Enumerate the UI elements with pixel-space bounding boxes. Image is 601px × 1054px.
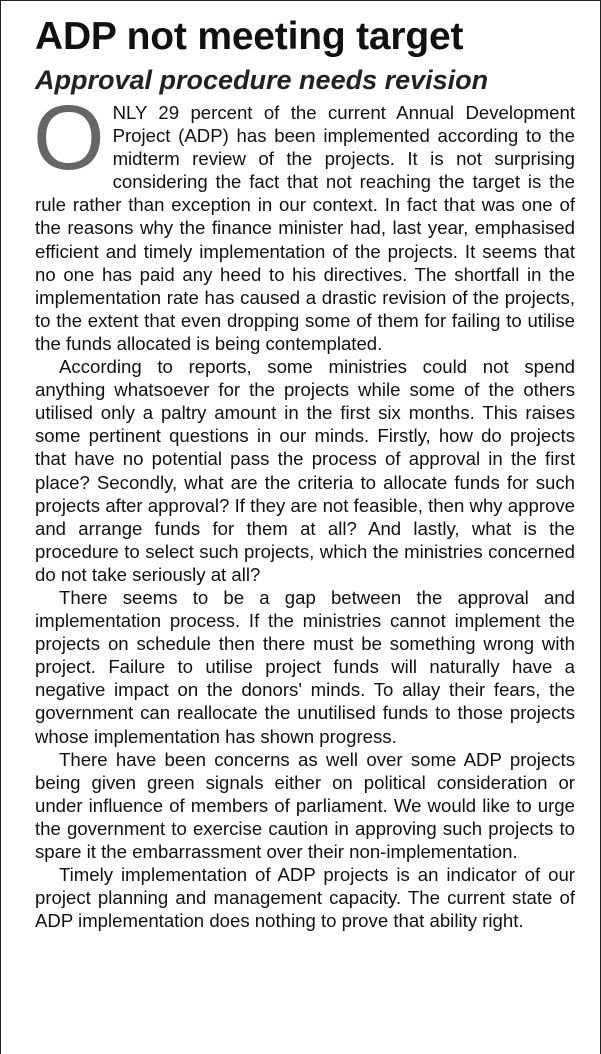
- paragraph-1-text: NLY 29 percent of the current Annual Development Project (ADP) has been implemented according to the midterm review of the projects. It is not surprising considering the fact that not reaching the target is the rule rather than exception in our context. In fact that was one of the reasons why the finance minister had, last year, emphasised efficient and timely implementation of the projects. It seems that no one has paid any heed to his directives. The shortfall in the implementation rate has caused a drastic revision of the projects, to the extent that even dropping some of them for failing to utilise the funds allocated is being contemplated.: [35, 102, 575, 354]
- headline: ADP not meeting target: [35, 15, 464, 58]
- drop-cap: O: [33, 87, 105, 189]
- paragraph-5: Timely implementation of ADP projects is an indicator of our project planning and management capacity. The current state of ADP implementation does nothing to prove that ability right.: [35, 864, 575, 932]
- subheadline: Approval procedure needs revision: [35, 65, 489, 95]
- paragraph-3: There seems to be a gap between the approval and implementation process. If the ministries cannot implement the projects on schedule then there must be something wrong with project. Failure to utilise project funds will naturally have a negative impact on the donors' minds. To allay their fears, the government can reallocate the unutilised funds to those projects whose implementation has shown progress.: [35, 586, 575, 747]
- paragraph-4: There have been concerns as well over some ADP projects being given green signals either on political consideration or under influence of members of parliament. We would like to urge the government to exercise caution in approving such projects to spare it the embarrassment over their non-implementation.: [35, 748, 575, 862]
- article-body: [33, 87, 575, 932]
- paragraph-2: According to reports, some ministries could not spend anything whatsoever for the projects while some of the others utilised only a paltry amount in the first six months. This raises some pertinent questions in our minds. Firstly, how do projects that have no potential pass the process of approval in the first place? Secondly, what are the criteria to allocate funds for such projects after approval? If they are not feasible, then why approve and arrange funds for them at all? And lastly, what is the procedure to select such projects, which the ministries concerned do not take seriously at all?: [35, 356, 575, 585]
- paragraph-1: [33, 87, 575, 355]
